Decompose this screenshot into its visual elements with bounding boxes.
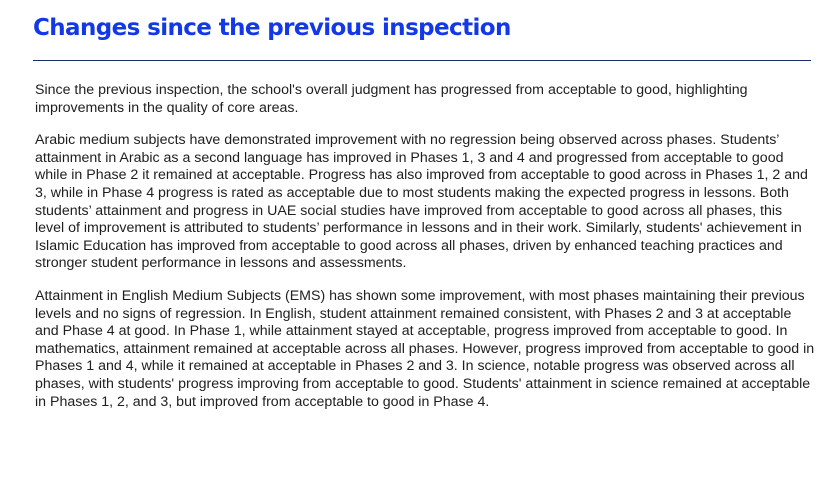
heading-divider — [33, 60, 811, 61]
section-body — [35, 82, 815, 426]
section-heading: Changes since the previous inspection — [33, 15, 511, 41]
paragraph-arabic-medium-subjects: Arabic medium subjects have demonstrated improvement with no regression being observed across phases. Students’ attainment in Arabic as a second language has improved in Phases 1, 3 and 4 and progressed from acceptable to good while in Phase 2 it remained at acceptable. Progress has also improved from acceptable to good across in Phases 1, 2 and 3, while in Phase 4 progress is rated as acceptable due to most students making the expected progress in lessons. Both students’ attainment and progress in UAE social studies have improved from acceptable to good across all phases, this level of improvement is attributed to students’ performance in lessons and in their work. Similarly, students' achievement in Islamic Education has improved from acceptable to good across all phases, driven by enhanced teaching practices and stronger student performance in lessons and assessments. — [35, 132, 808, 272]
paragraph-overall-judgment: Since the previous inspection, the school's overall judgment has progressed from acceptable to good, highlighting improvements in the quality of core areas. — [35, 82, 748, 116]
paragraph-english-medium-subjects: Attainment in English Medium Subjects (EMS) has shown some improvement, with most phases maintaining their previous levels and no signs of regression. In English, student attainment remained consistent, with Phases 2 and 3 at acceptable and Phase 4 at good. In Phase 1, while attainment stayed at acceptable, progress improved from acceptable to good. In mathematics, attainment remained at acceptable across all phases. However, progress improved from acceptable to good in Phases 1 and 4, while it remained at acceptable in Phases 2 and 3. In science, notable progress was observed across all phases, with students' progress improving from acceptable to good. Students' attainment in science remained at acceptable in Phases 1, 2, and 3, but improved from acceptable to good in Phase 4. — [35, 287, 815, 410]
